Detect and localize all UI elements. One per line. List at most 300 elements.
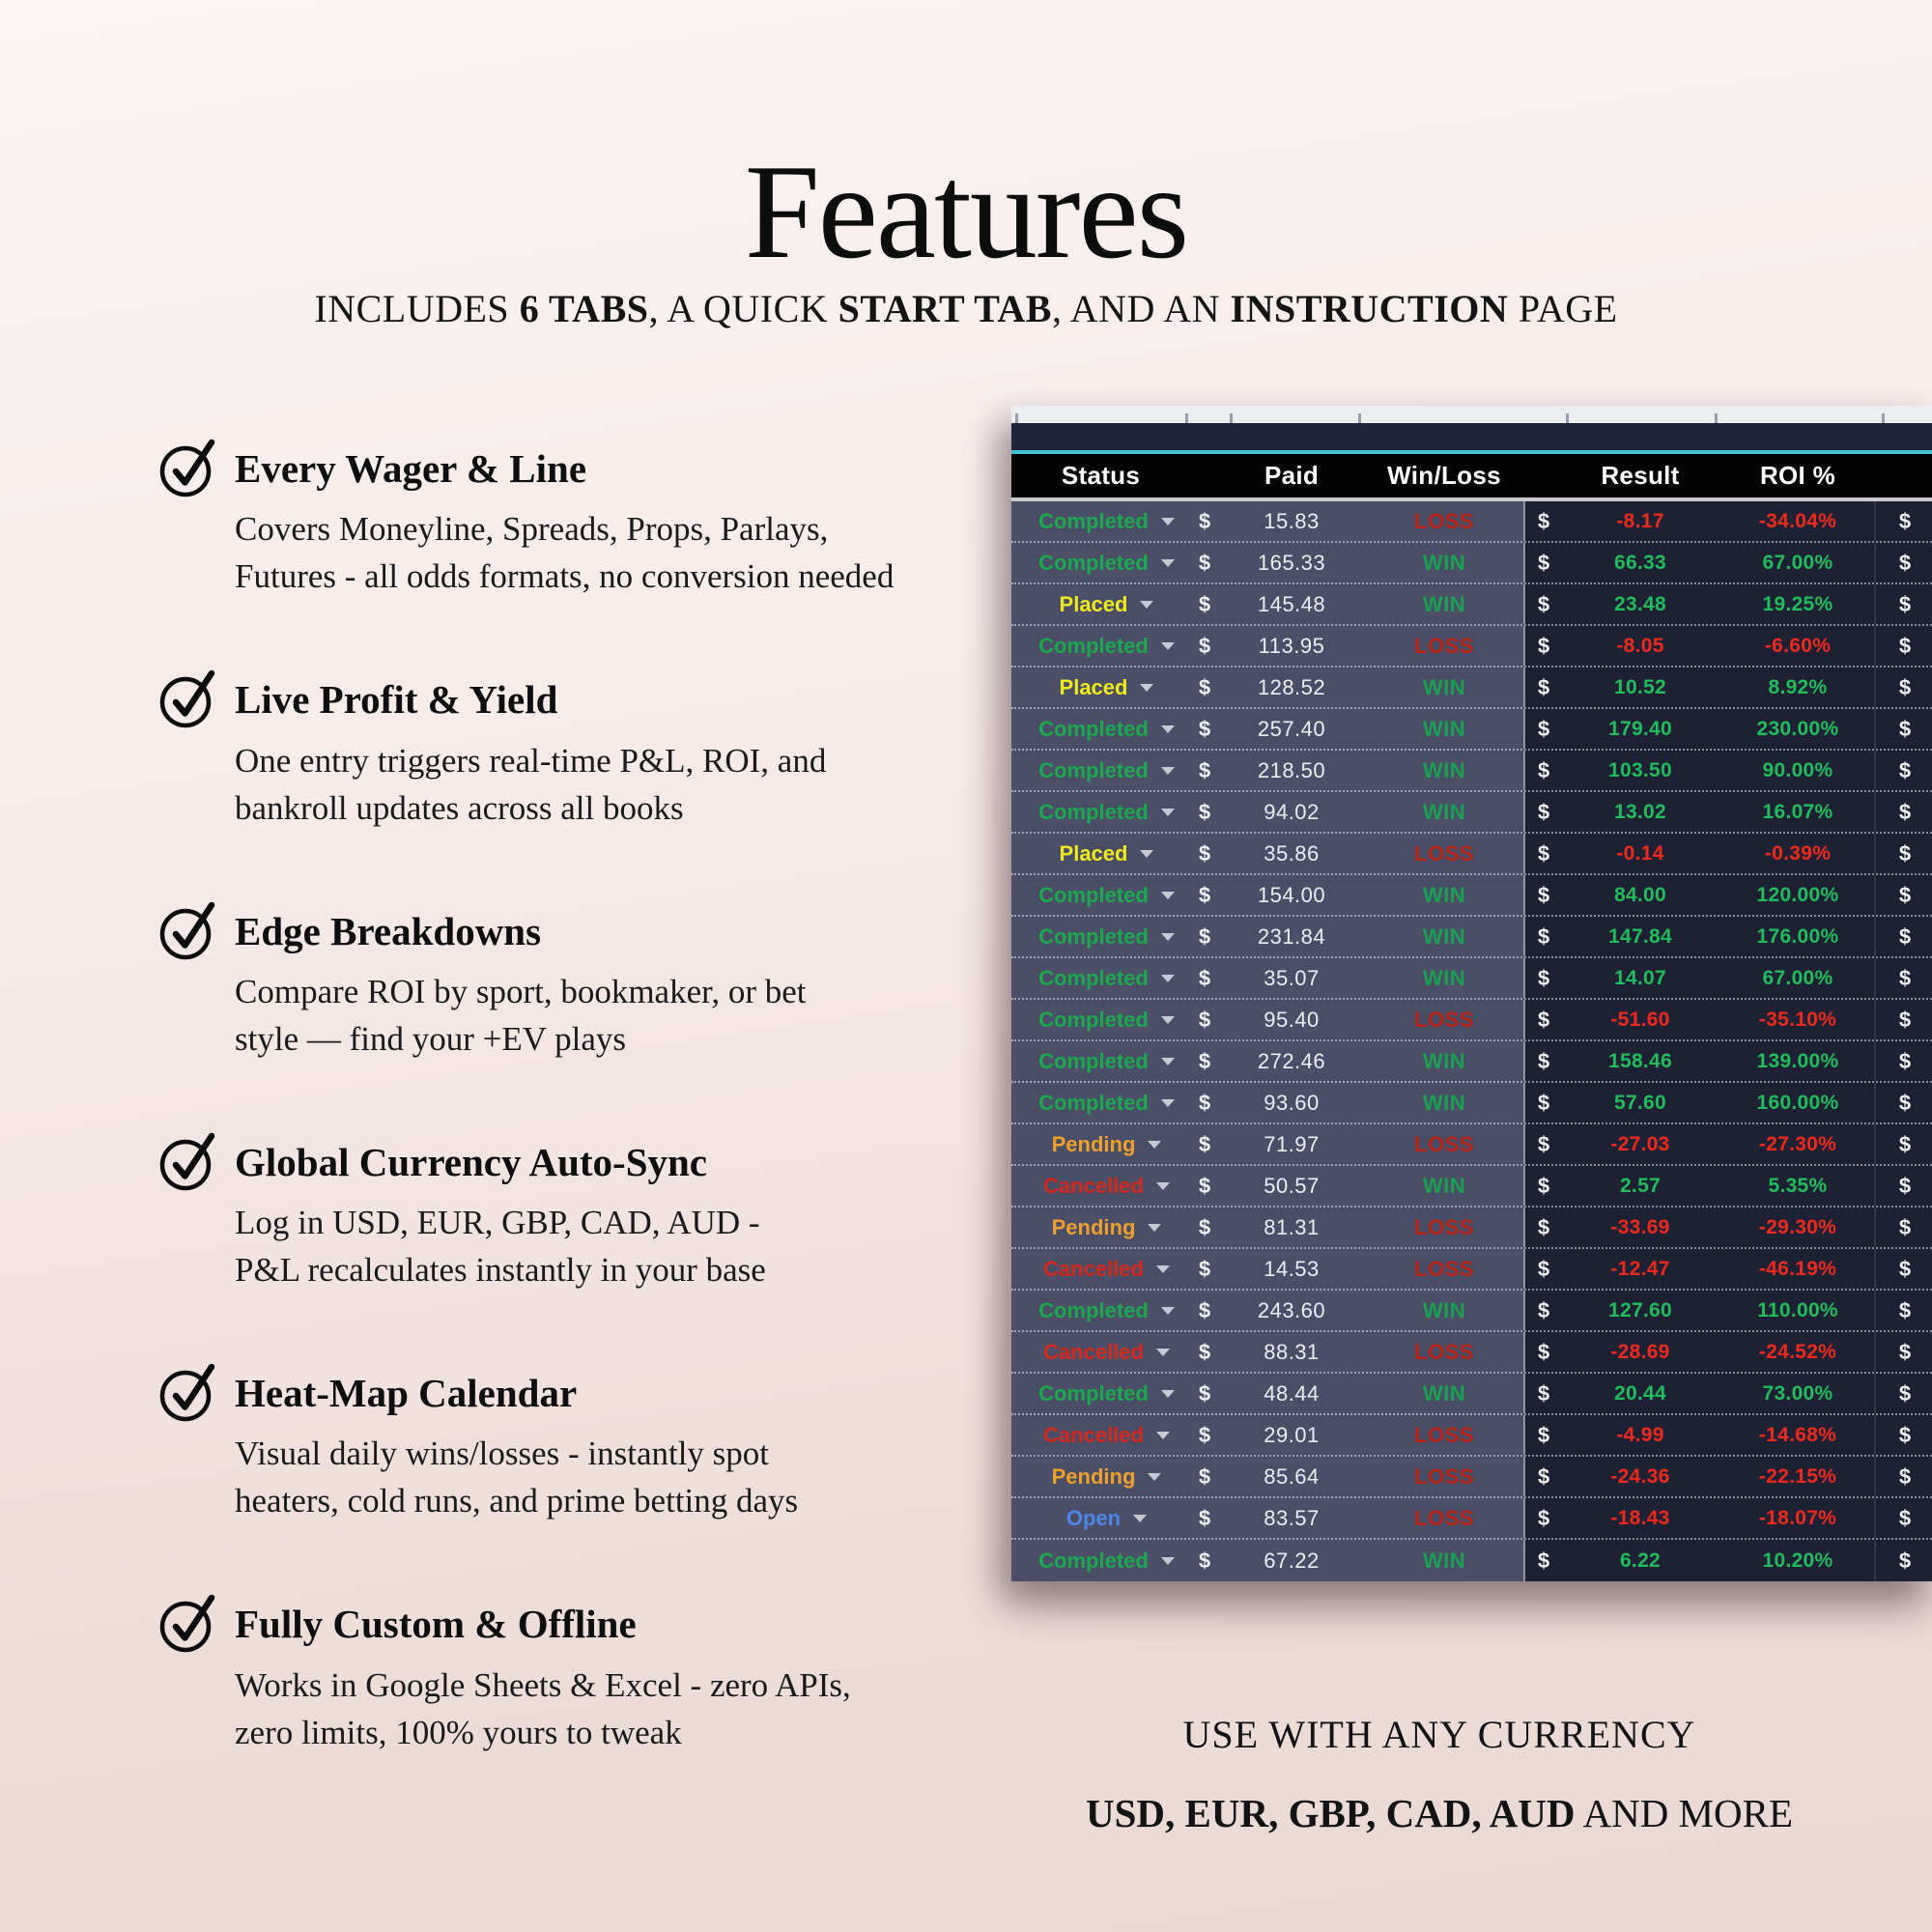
dropdown-caret-icon	[1161, 809, 1175, 816]
paid-cell: 85.64	[1264, 1463, 1320, 1489]
paid-cell: 48.44	[1264, 1380, 1320, 1406]
column-edge-tick	[1015, 413, 1018, 423]
paid-cell: 81.31	[1264, 1214, 1320, 1239]
currency-symbol: $	[1537, 923, 1550, 949]
dropdown-caret-icon	[1161, 559, 1175, 567]
status-label: Cancelled	[1043, 1173, 1144, 1198]
status-label: Completed	[1038, 508, 1149, 533]
currency-symbol: $	[1198, 1007, 1211, 1032]
dropdown-caret-icon	[1140, 684, 1153, 692]
dropdown-caret-icon	[1161, 1390, 1175, 1398]
column-edge-tick	[1358, 413, 1361, 423]
currency-symbol: $	[1898, 1173, 1912, 1198]
status-dropdown[interactable]	[1011, 1174, 1190, 1199]
sheet-row	[1011, 958, 1932, 1000]
sheet-row	[1011, 1208, 1932, 1249]
sheet-row	[1011, 1166, 1932, 1208]
currency-symbol: $	[1537, 550, 1550, 575]
column-header-winloss: Win/Loss	[1387, 461, 1501, 490]
status-label: Completed	[1038, 757, 1149, 782]
currency-symbol: $	[1898, 1256, 1912, 1281]
currency-symbol: $	[1198, 674, 1211, 699]
roi-cell: -35.10%	[1758, 1008, 1837, 1031]
sheet-row	[1011, 1540, 1932, 1581]
status-dropdown[interactable]	[1011, 717, 1190, 742]
status-dropdown[interactable]	[1011, 1506, 1190, 1531]
feature-description	[235, 1662, 930, 1756]
result-cell: -24.36	[1610, 1464, 1670, 1488]
currency-symbol: $	[1537, 591, 1550, 616]
roi-cell: 19.25%	[1762, 592, 1833, 615]
feature-description-line: style — find your +EV plays	[235, 1019, 627, 1058]
feature-item	[157, 907, 930, 1063]
page-title: Features	[744, 136, 1188, 287]
sheet-row	[1011, 751, 1932, 792]
currency-symbol: $	[1537, 882, 1550, 907]
feature-title: Global Currency Auto-Sync	[235, 1139, 707, 1184]
winloss-cell: WIN	[1422, 674, 1466, 699]
result-cell: -4.99	[1616, 1423, 1664, 1446]
roi-cell: 67.00%	[1762, 966, 1833, 989]
currency-symbol: $	[1537, 1339, 1550, 1364]
dropdown-caret-icon	[1156, 1432, 1170, 1439]
winloss-cell: WIN	[1422, 1090, 1466, 1115]
status-label: Completed	[1038, 1090, 1149, 1115]
status-dropdown[interactable]	[1011, 800, 1190, 825]
subtitle-segment-regular: PAGE	[1508, 287, 1618, 330]
feature-description	[235, 737, 930, 832]
currency-symbol: $	[1898, 840, 1912, 866]
winloss-cell: LOSS	[1414, 1007, 1474, 1032]
result-cell: 147.84	[1607, 924, 1673, 948]
currency-symbol: $	[1898, 1548, 1912, 1573]
currency-symbol: $	[1198, 1339, 1211, 1364]
winloss-cell: LOSS	[1414, 1339, 1474, 1364]
status-dropdown[interactable]	[1011, 1091, 1190, 1116]
winloss-cell: LOSS	[1414, 508, 1474, 533]
dropdown-caret-icon	[1161, 518, 1175, 526]
status-dropdown[interactable]	[1011, 758, 1190, 783]
currency-symbol: $	[1198, 923, 1211, 949]
sheet-row	[1011, 875, 1932, 917]
paid-cell: 165.33	[1257, 550, 1326, 575]
currency-symbol: $	[1198, 1173, 1211, 1198]
dropdown-caret-icon	[1156, 1182, 1170, 1190]
currency-symbol: $	[1537, 1505, 1550, 1530]
currency-symbol: $	[1898, 550, 1912, 575]
winloss-cell: WIN	[1422, 757, 1466, 782]
currency-symbol: $	[1537, 1048, 1550, 1073]
column-edge-tick	[1882, 413, 1885, 423]
status-label: Placed	[1059, 591, 1128, 616]
currency-symbol: $	[1537, 1131, 1550, 1156]
status-label: Cancelled	[1043, 1422, 1144, 1447]
feature-description-line: Works in Google Sheets & Excel - zero APIs,	[235, 1665, 851, 1704]
paid-cell: 231.84	[1257, 923, 1326, 949]
sheet-toolbar-strip	[1011, 423, 1932, 450]
subtitle-segment-bold: 6 TABS	[519, 287, 649, 330]
result-cell: 66.33	[1613, 551, 1667, 574]
result-cell: 127.60	[1607, 1298, 1673, 1321]
dropdown-caret-icon	[1161, 933, 1175, 941]
currency-note-list	[995, 1790, 1884, 1836]
winloss-cell: WIN	[1422, 923, 1466, 949]
result-cell: -8.05	[1616, 634, 1664, 657]
currency-symbol: $	[1198, 757, 1211, 782]
currency-symbol: $	[1537, 1090, 1550, 1115]
result-cell: 6.22	[1619, 1548, 1662, 1572]
status-dropdown[interactable]	[1011, 592, 1190, 617]
status-dropdown[interactable]	[1011, 1423, 1190, 1448]
status-label: Completed	[1038, 799, 1149, 824]
result-cell: 14.07	[1613, 966, 1667, 989]
dropdown-caret-icon	[1156, 1265, 1170, 1273]
result-cell: -0.14	[1616, 841, 1664, 865]
paid-cell: 257.40	[1257, 716, 1326, 741]
feature-description-line: Log in USD, EUR, GBP, CAD, AUD -	[235, 1204, 760, 1241]
currency-symbol: $	[1198, 1131, 1211, 1156]
roi-cell: -22.15%	[1758, 1464, 1837, 1488]
roi-cell: 90.00%	[1762, 758, 1833, 781]
status-label: Completed	[1038, 882, 1149, 907]
result-cell: 13.02	[1613, 800, 1667, 823]
roi-cell: 67.00%	[1762, 551, 1833, 574]
feature-title: Live Profit & Yield	[235, 677, 558, 723]
page-subtitle	[0, 286, 1932, 331]
currency-symbol: $	[1198, 633, 1211, 658]
paid-cell: 128.52	[1257, 674, 1326, 699]
sheet-row	[1011, 1415, 1932, 1457]
currency-symbol: $	[1537, 965, 1550, 990]
status-label: Pending	[1051, 1131, 1136, 1156]
subtitle-segment-regular: , AND AN	[1051, 287, 1231, 330]
sheet-row	[1011, 709, 1932, 751]
roi-cell: 5.35%	[1768, 1174, 1828, 1197]
dropdown-caret-icon	[1148, 1141, 1161, 1149]
currency-symbol: $	[1198, 1297, 1211, 1322]
feature-description	[235, 505, 930, 600]
column-edge-tick	[1185, 413, 1188, 423]
paid-cell: 14.53	[1264, 1256, 1320, 1281]
column-edge-tick	[1715, 413, 1718, 423]
status-label: Completed	[1038, 716, 1149, 741]
currency-note-title: USE WITH ANY CURRENCY	[1182, 1713, 1696, 1756]
winloss-cell: LOSS	[1414, 633, 1474, 658]
roi-cell: -46.19%	[1758, 1257, 1837, 1280]
dropdown-caret-icon	[1140, 850, 1153, 858]
currency-symbol: $	[1537, 799, 1550, 824]
status-label: Completed	[1038, 1548, 1149, 1573]
currency-symbol: $	[1898, 1380, 1912, 1406]
sheet-row	[1011, 1457, 1932, 1498]
roi-cell: 120.00%	[1756, 883, 1839, 906]
roi-cell: 139.00%	[1756, 1049, 1839, 1072]
dropdown-caret-icon	[1148, 1473, 1161, 1481]
roi-cell: 110.00%	[1757, 1298, 1838, 1321]
feature-title: Every Wager & Line	[235, 446, 587, 491]
paid-cell: 113.95	[1258, 633, 1325, 658]
roi-cell: 8.92%	[1768, 675, 1828, 698]
roi-cell: 16.07%	[1762, 800, 1833, 823]
subtitle-segment-regular: INCLUDES	[314, 287, 520, 330]
result-cell: 20.44	[1613, 1381, 1667, 1405]
feature-description	[235, 1430, 930, 1524]
roi-cell: -24.52%	[1758, 1340, 1837, 1363]
dropdown-caret-icon	[1161, 642, 1175, 650]
result-cell: 10.52	[1613, 675, 1667, 698]
feature-description-line: zero limits, 100% yours to tweak	[235, 1713, 682, 1751]
feature-item	[157, 675, 930, 831]
sheet-row	[1011, 1291, 1932, 1332]
paid-cell: 272.46	[1257, 1048, 1326, 1073]
sheet-row	[1011, 1083, 1932, 1124]
winloss-cell: LOSS	[1414, 1463, 1474, 1489]
sheet-row	[1011, 1000, 1932, 1041]
subtitle-segment-regular: , A QUICK	[648, 287, 838, 330]
roi-cell: 176.00%	[1756, 924, 1839, 948]
winloss-cell: LOSS	[1414, 1131, 1474, 1156]
column-edge-tick	[1230, 413, 1233, 423]
winloss-cell: LOSS	[1414, 840, 1474, 866]
feature-item	[157, 1369, 930, 1524]
status-label: Completed	[1038, 633, 1149, 658]
currency-symbol: $	[1537, 1548, 1550, 1573]
dropdown-caret-icon	[1133, 1515, 1147, 1522]
status-dropdown[interactable]	[1011, 1298, 1190, 1323]
result-cell: -12.47	[1610, 1257, 1670, 1280]
paid-cell: 95.40	[1264, 1007, 1320, 1032]
feature-title: Edge Breakdowns	[235, 908, 542, 953]
currency-segment-regular: AND MORE	[1575, 1791, 1794, 1835]
currency-symbol: $	[1198, 965, 1211, 990]
feature-title: Heat-Map Calendar	[235, 1371, 578, 1415]
paid-cell: 93.60	[1264, 1090, 1320, 1115]
feature-description-line: Visual daily wins/losses - instantly spot	[235, 1435, 770, 1473]
check-circle-icon	[157, 1361, 219, 1423]
winloss-cell: WIN	[1422, 1380, 1466, 1406]
winloss-cell: WIN	[1422, 882, 1466, 907]
paid-cell: 154.00	[1257, 882, 1326, 907]
check-circle-icon	[157, 1592, 219, 1654]
status-dropdown[interactable]	[1011, 1049, 1190, 1074]
status-dropdown[interactable]	[1011, 509, 1190, 534]
status-label: Completed	[1038, 923, 1149, 949]
feature-title: Fully Custom & Offline	[235, 1602, 637, 1647]
result-cell: 84.00	[1613, 883, 1667, 906]
check-circle-icon	[157, 437, 219, 498]
sheet-row	[1011, 1374, 1932, 1415]
status-dropdown[interactable]	[1011, 1381, 1190, 1406]
status-dropdown[interactable]	[1011, 675, 1190, 700]
sheet-row	[1011, 1498, 1932, 1540]
status-dropdown[interactable]	[1011, 1340, 1190, 1365]
paid-cell: 67.22	[1264, 1548, 1320, 1573]
sheet-row	[1011, 834, 1932, 875]
paid-cell: 71.97	[1264, 1131, 1320, 1156]
status-label: Cancelled	[1043, 1339, 1144, 1364]
paid-cell: 35.07	[1264, 965, 1320, 990]
currency-symbol: $	[1537, 1380, 1550, 1406]
spreadsheet-screenshot	[1011, 406, 1932, 1581]
currency-symbol: $	[1198, 1380, 1211, 1406]
column-header-paid: Paid	[1264, 461, 1320, 490]
status-dropdown[interactable]	[1011, 551, 1190, 576]
currency-symbol: $	[1198, 591, 1211, 616]
status-label: Completed	[1038, 1007, 1149, 1032]
result-cell: -33.69	[1610, 1215, 1670, 1238]
currency-symbol: $	[1537, 1214, 1550, 1239]
paid-cell: 35.86	[1264, 840, 1320, 866]
winloss-cell: WIN	[1422, 1173, 1466, 1198]
currency-symbol: $	[1898, 508, 1912, 533]
currency-symbol: $	[1898, 923, 1912, 949]
status-label: Completed	[1038, 1297, 1149, 1322]
feature-description-line: Covers Moneyline, Spreads, Props, Parlays,	[235, 510, 829, 549]
status-label: Placed	[1059, 840, 1128, 866]
winloss-cell: WIN	[1422, 965, 1466, 990]
currency-symbol: $	[1537, 1007, 1550, 1032]
status-label: Pending	[1051, 1463, 1136, 1489]
dropdown-caret-icon	[1140, 601, 1153, 609]
dropdown-caret-icon	[1161, 975, 1175, 982]
features-list	[157, 444, 930, 1832]
result-cell: -51.60	[1610, 1008, 1670, 1031]
winloss-cell: LOSS	[1414, 1256, 1474, 1281]
sheet-row	[1011, 543, 1932, 584]
dropdown-caret-icon	[1161, 767, 1175, 775]
status-dropdown[interactable]	[1011, 1548, 1190, 1574]
currency-symbol: $	[1898, 1007, 1912, 1032]
currency-symbol: $	[1898, 716, 1912, 741]
currency-symbol: $	[1537, 1256, 1550, 1281]
status-dropdown[interactable]	[1011, 1257, 1190, 1282]
result-cell: 158.46	[1607, 1049, 1673, 1072]
status-dropdown[interactable]	[1011, 883, 1190, 908]
check-circle-icon	[157, 668, 219, 729]
currency-symbol: $	[1198, 799, 1211, 824]
feature-item	[157, 1138, 930, 1293]
column-header-roi: ROI %	[1759, 461, 1836, 490]
status-dropdown[interactable]	[1011, 924, 1190, 950]
sheet-row	[1011, 1332, 1932, 1374]
feature-description	[235, 968, 930, 1063]
currency-symbol: $	[1537, 1173, 1550, 1198]
currency-symbol: $	[1537, 674, 1550, 699]
status-dropdown[interactable]	[1011, 1464, 1190, 1490]
currency-symbol: $	[1537, 633, 1550, 658]
currency-symbol: $	[1898, 1422, 1912, 1447]
status-dropdown[interactable]	[1011, 966, 1190, 991]
currency-symbol: $	[1198, 1422, 1211, 1447]
status-label: Placed	[1059, 674, 1128, 699]
paid-cell: 50.57	[1264, 1173, 1320, 1198]
status-label: Cancelled	[1043, 1256, 1144, 1281]
currency-symbol: $	[1537, 1297, 1550, 1322]
feature-description-line: P&L recalculates instantly in your base	[235, 1251, 766, 1289]
result-cell: 179.40	[1607, 717, 1673, 740]
status-label: Completed	[1038, 550, 1149, 575]
status-label: Pending	[1051, 1214, 1136, 1239]
roi-cell: -34.04%	[1758, 509, 1837, 532]
currency-symbol: $	[1198, 1090, 1211, 1115]
result-cell: -28.69	[1610, 1340, 1670, 1363]
sheet-row	[1011, 792, 1932, 834]
sheet-row	[1011, 917, 1932, 958]
currency-symbol: $	[1198, 716, 1211, 741]
result-cell: -18.43	[1610, 1506, 1670, 1529]
sheet-row	[1011, 626, 1932, 668]
dropdown-caret-icon	[1161, 892, 1175, 899]
currency-note	[995, 1712, 1884, 1836]
currency-symbol: $	[1898, 633, 1912, 658]
status-dropdown[interactable]	[1011, 1215, 1190, 1240]
sheet-row	[1011, 1041, 1932, 1083]
winloss-cell: LOSS	[1414, 1505, 1474, 1530]
currency-symbol: $	[1537, 508, 1550, 533]
currency-symbol: $	[1198, 508, 1211, 533]
dropdown-caret-icon	[1161, 1557, 1175, 1565]
currency-symbol: $	[1898, 882, 1912, 907]
currency-symbol: $	[1198, 1048, 1211, 1073]
currency-symbol: $	[1898, 757, 1912, 782]
roi-cell: -14.68%	[1758, 1423, 1837, 1446]
currency-symbol: $	[1898, 1339, 1912, 1364]
currency-symbol: $	[1898, 1214, 1912, 1239]
status-dropdown[interactable]	[1011, 841, 1190, 867]
currency-symbol: $	[1898, 674, 1912, 699]
result-cell: 57.60	[1613, 1091, 1667, 1114]
sheet-rows	[1011, 501, 1932, 1581]
roi-cell: -27.30%	[1758, 1132, 1837, 1155]
dropdown-caret-icon	[1161, 1058, 1175, 1065]
winloss-cell: WIN	[1422, 799, 1466, 824]
sheet-header-row	[1011, 454, 1932, 497]
paid-cell: 145.48	[1257, 591, 1326, 616]
currency-symbol: $	[1198, 1505, 1211, 1530]
roi-cell: 230.00%	[1756, 717, 1839, 740]
roi-cell: -29.30%	[1758, 1215, 1837, 1238]
currency-symbol: $	[1198, 550, 1211, 575]
paid-cell: 83.57	[1264, 1505, 1320, 1530]
currency-symbol: $	[1537, 1463, 1550, 1489]
currency-symbol: $	[1198, 1463, 1211, 1489]
status-dropdown[interactable]	[1011, 634, 1190, 659]
sheet-row	[1011, 668, 1932, 709]
roi-cell: -0.39%	[1764, 841, 1832, 865]
result-cell: 23.48	[1613, 592, 1667, 615]
currency-symbol: $	[1198, 840, 1211, 866]
roi-cell: -18.07%	[1758, 1506, 1837, 1529]
status-label: Open	[1065, 1505, 1122, 1530]
currency-symbol: $	[1537, 840, 1550, 866]
currency-symbol: $	[1898, 1048, 1912, 1073]
dropdown-caret-icon	[1161, 1099, 1175, 1107]
feature-description-line: heaters, cold runs, and prime betting days	[235, 1482, 799, 1520]
sheet-column-edge-strip	[1011, 406, 1932, 423]
dropdown-caret-icon	[1156, 1349, 1170, 1356]
currency-symbol: $	[1198, 1548, 1211, 1573]
currency-segment-bold: USD, EUR, GBP, CAD, AUD	[1085, 1791, 1576, 1835]
dropdown-caret-icon	[1161, 1307, 1175, 1315]
column-header-result: Result	[1601, 461, 1680, 490]
feature-description-line: bankroll updates across all books	[235, 788, 684, 827]
status-dropdown[interactable]	[1011, 1132, 1190, 1157]
currency-symbol: $	[1898, 965, 1912, 990]
check-circle-icon	[157, 899, 219, 961]
currency-symbol: $	[1898, 1505, 1912, 1530]
status-dropdown[interactable]	[1011, 1008, 1190, 1033]
currency-symbol: $	[1537, 716, 1550, 741]
